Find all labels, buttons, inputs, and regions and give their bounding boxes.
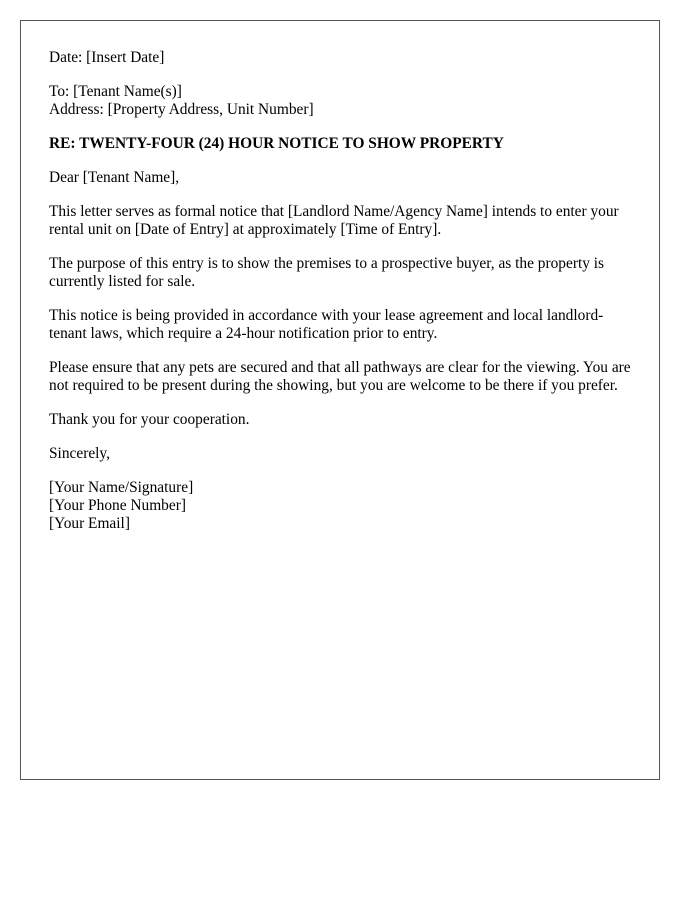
- recipient-block: [49, 83, 631, 119]
- signature-email: [Your Email]: [49, 515, 130, 532]
- recipient-line: To: [Tenant Name(s)]: [49, 83, 182, 100]
- signature-name: [Your Name/Signature]: [49, 479, 194, 496]
- paragraph-thanks: Thank you for your cooperation.: [49, 411, 250, 428]
- paragraph-instructions: Please ensure that any pets are secured and that all pathways are clear for the viewing. You are not required to be present during the showing, but you are welcome to be there if you prefer.: [49, 359, 631, 394]
- letter-page: [20, 20, 660, 780]
- paragraph-legal: This notice is being provided in accordance with your lease agreement and local landlord-tenant laws, which require a 24-hour notification prior to entry.: [49, 307, 604, 342]
- closing: Sincerely,: [49, 445, 110, 462]
- date-block: [49, 49, 631, 67]
- date-line: Date: [Insert Date]: [49, 49, 165, 66]
- paragraph-purpose: The purpose of this entry is to show the premises to a prospective buyer, as the property is currently listed for sale.: [49, 255, 605, 290]
- paragraph-notice: This letter serves as formal notice that [Landlord Name/Agency Name] intends to enter your rental unit on [Date of Entry] at approximately [Time of Entry].: [49, 203, 619, 238]
- subject-heading: RE: TWENTY-FOUR (24) HOUR NOTICE TO SHOW PROPERTY: [49, 135, 504, 152]
- salutation: Dear [Tenant Name],: [49, 169, 180, 186]
- signature-block: [49, 479, 631, 533]
- address-line: Address: [Property Address, Unit Number]: [49, 101, 314, 118]
- signature-phone: [Your Phone Number]: [49, 497, 186, 514]
